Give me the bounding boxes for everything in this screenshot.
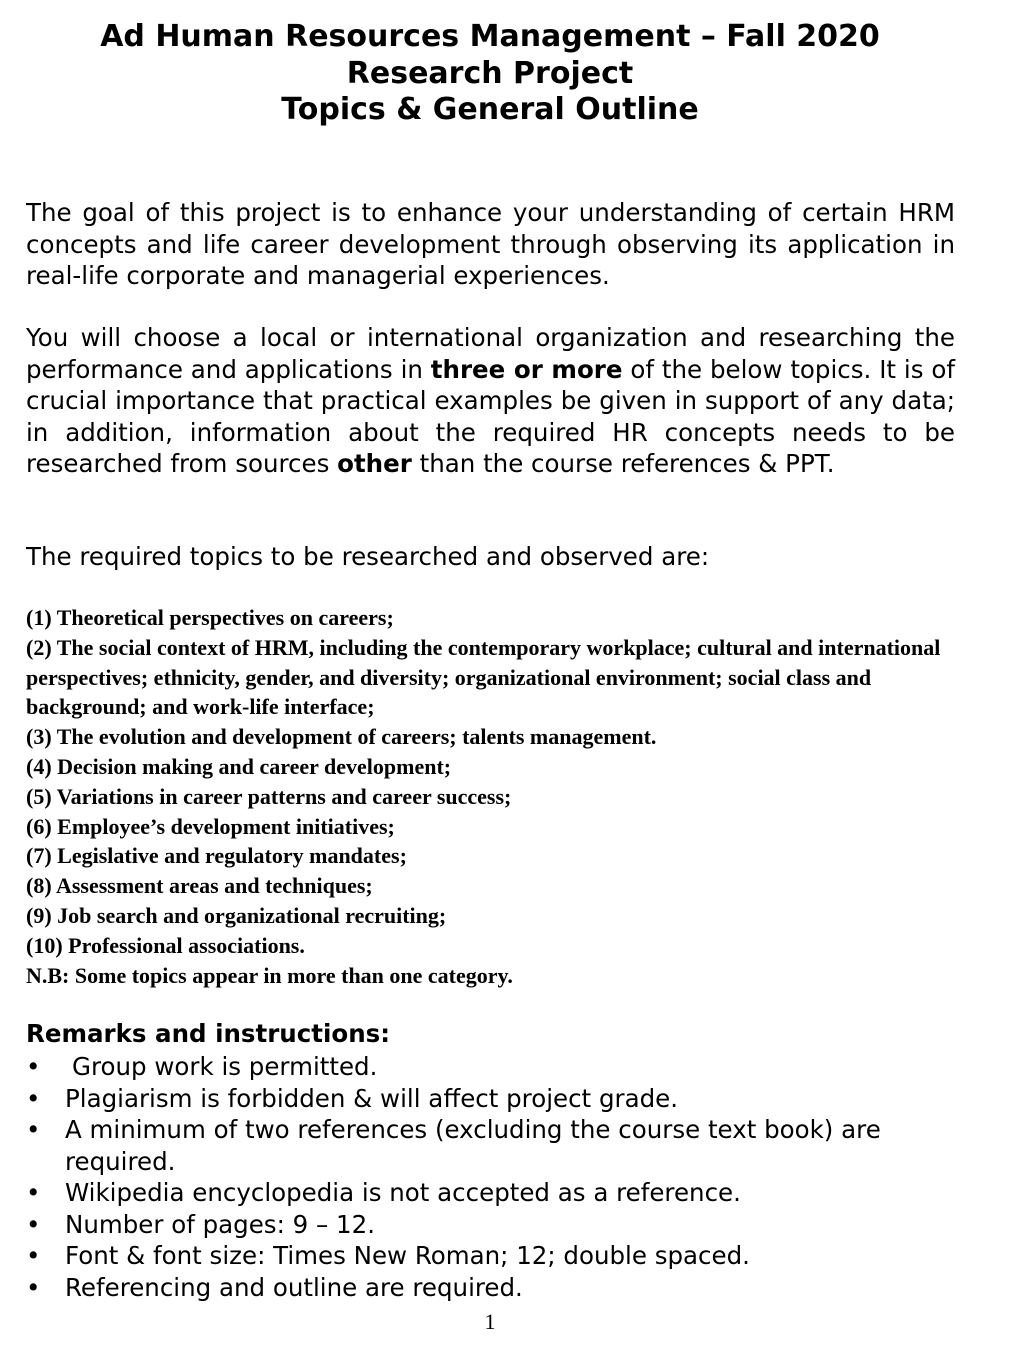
- bullet-icon: •: [26, 1209, 41, 1239]
- remark-text: Font & font size: Times New Roman; 12; double spaced.: [65, 1241, 750, 1270]
- bullet-icon: •: [26, 1241, 41, 1270]
- topic-item: (7) Legislative and regulatory mandates;: [26, 843, 407, 869]
- topic-item: (4) Decision making and career development;: [26, 753, 452, 779]
- bullet-icon: •: [26, 1052, 41, 1081]
- document-subtitle: Research Project: [346, 56, 634, 91]
- topics-note: N.B: Some topics appear in more than one category.: [26, 962, 513, 988]
- document-title: Ad Human Resources Management – Fall 2020: [100, 19, 880, 54]
- list-item: [26, 1177, 966, 1209]
- instructions-text-2: of the below topics. It is of crucial importance that practical examples be given in support of any data; in addition, information about the required HR concepts needs to be researched from sources: [26, 354, 955, 478]
- topic-item: (10) Professional associations.: [26, 932, 305, 958]
- page-number: 1: [484, 1309, 496, 1334]
- instructions-emphasis-other: other: [337, 449, 412, 478]
- list-item: [26, 1272, 966, 1304]
- list-item: [26, 1083, 966, 1115]
- goal-paragraph: The goal of this project is to enhance your understanding of certain HRM concepts and life career development through observing its application in real-life corporate and managerial experiences.: [26, 198, 955, 290]
- remarks-list: [26, 1051, 966, 1303]
- topic-item: (9) Job search and organizational recruiting;: [26, 902, 447, 928]
- instructions-text-3: than the course references & PPT.: [411, 449, 835, 478]
- bullet-icon: •: [26, 1115, 41, 1144]
- remark-text: Group work is permitted.: [72, 1052, 378, 1081]
- remark-text: Referencing and outline are required.: [65, 1272, 523, 1302]
- instructions-text-1: You will choose a local or international organization and researching the performance and applications in: [26, 323, 955, 384]
- topics-list: [26, 603, 966, 990]
- list-item: [26, 1114, 966, 1177]
- instructions-emphasis-three-or-more: three or more: [430, 354, 623, 384]
- topic-item: (5) Variations in career patterns and career success;: [26, 783, 512, 809]
- topic-item: (2) The social context of HRM, including the contemporary workplace; cultural and international perspectives; ethnicity, gender, and diversity; organizational environment; social class and background; and work-life interface;: [26, 634, 941, 720]
- remark-text: Plagiarism is forbidden & will affect project grade.: [65, 1083, 679, 1113]
- remark-text: Wikipedia encyclopedia is not accepted as a reference.: [65, 1178, 741, 1207]
- topic-item: (1) Theoretical perspectives on careers;: [26, 605, 394, 630]
- topic-item: (8) Assessment areas and techniques;: [26, 873, 373, 899]
- list-item: [26, 1209, 966, 1241]
- remark-text: A minimum of two references (excluding the course text book) are required.: [65, 1115, 881, 1176]
- instructions-paragraph: [26, 322, 955, 480]
- list-item: [26, 1051, 966, 1083]
- document-subheading: Topics & General Outline: [281, 92, 699, 127]
- bullet-icon: •: [26, 1272, 41, 1302]
- topics-lead: The required topics to be researched and observed are:: [26, 542, 710, 571]
- list-item: [26, 1240, 966, 1272]
- topic-item: (6) Employee’s development initiatives;: [26, 813, 395, 839]
- remarks-heading: Remarks and instructions:: [26, 1019, 391, 1048]
- bullet-icon: •: [26, 1178, 41, 1207]
- bullet-icon: •: [26, 1083, 41, 1113]
- topic-item: (3) The evolution and development of careers; talents management.: [26, 724, 657, 750]
- remark-text: Number of pages: 9 – 12.: [65, 1209, 375, 1239]
